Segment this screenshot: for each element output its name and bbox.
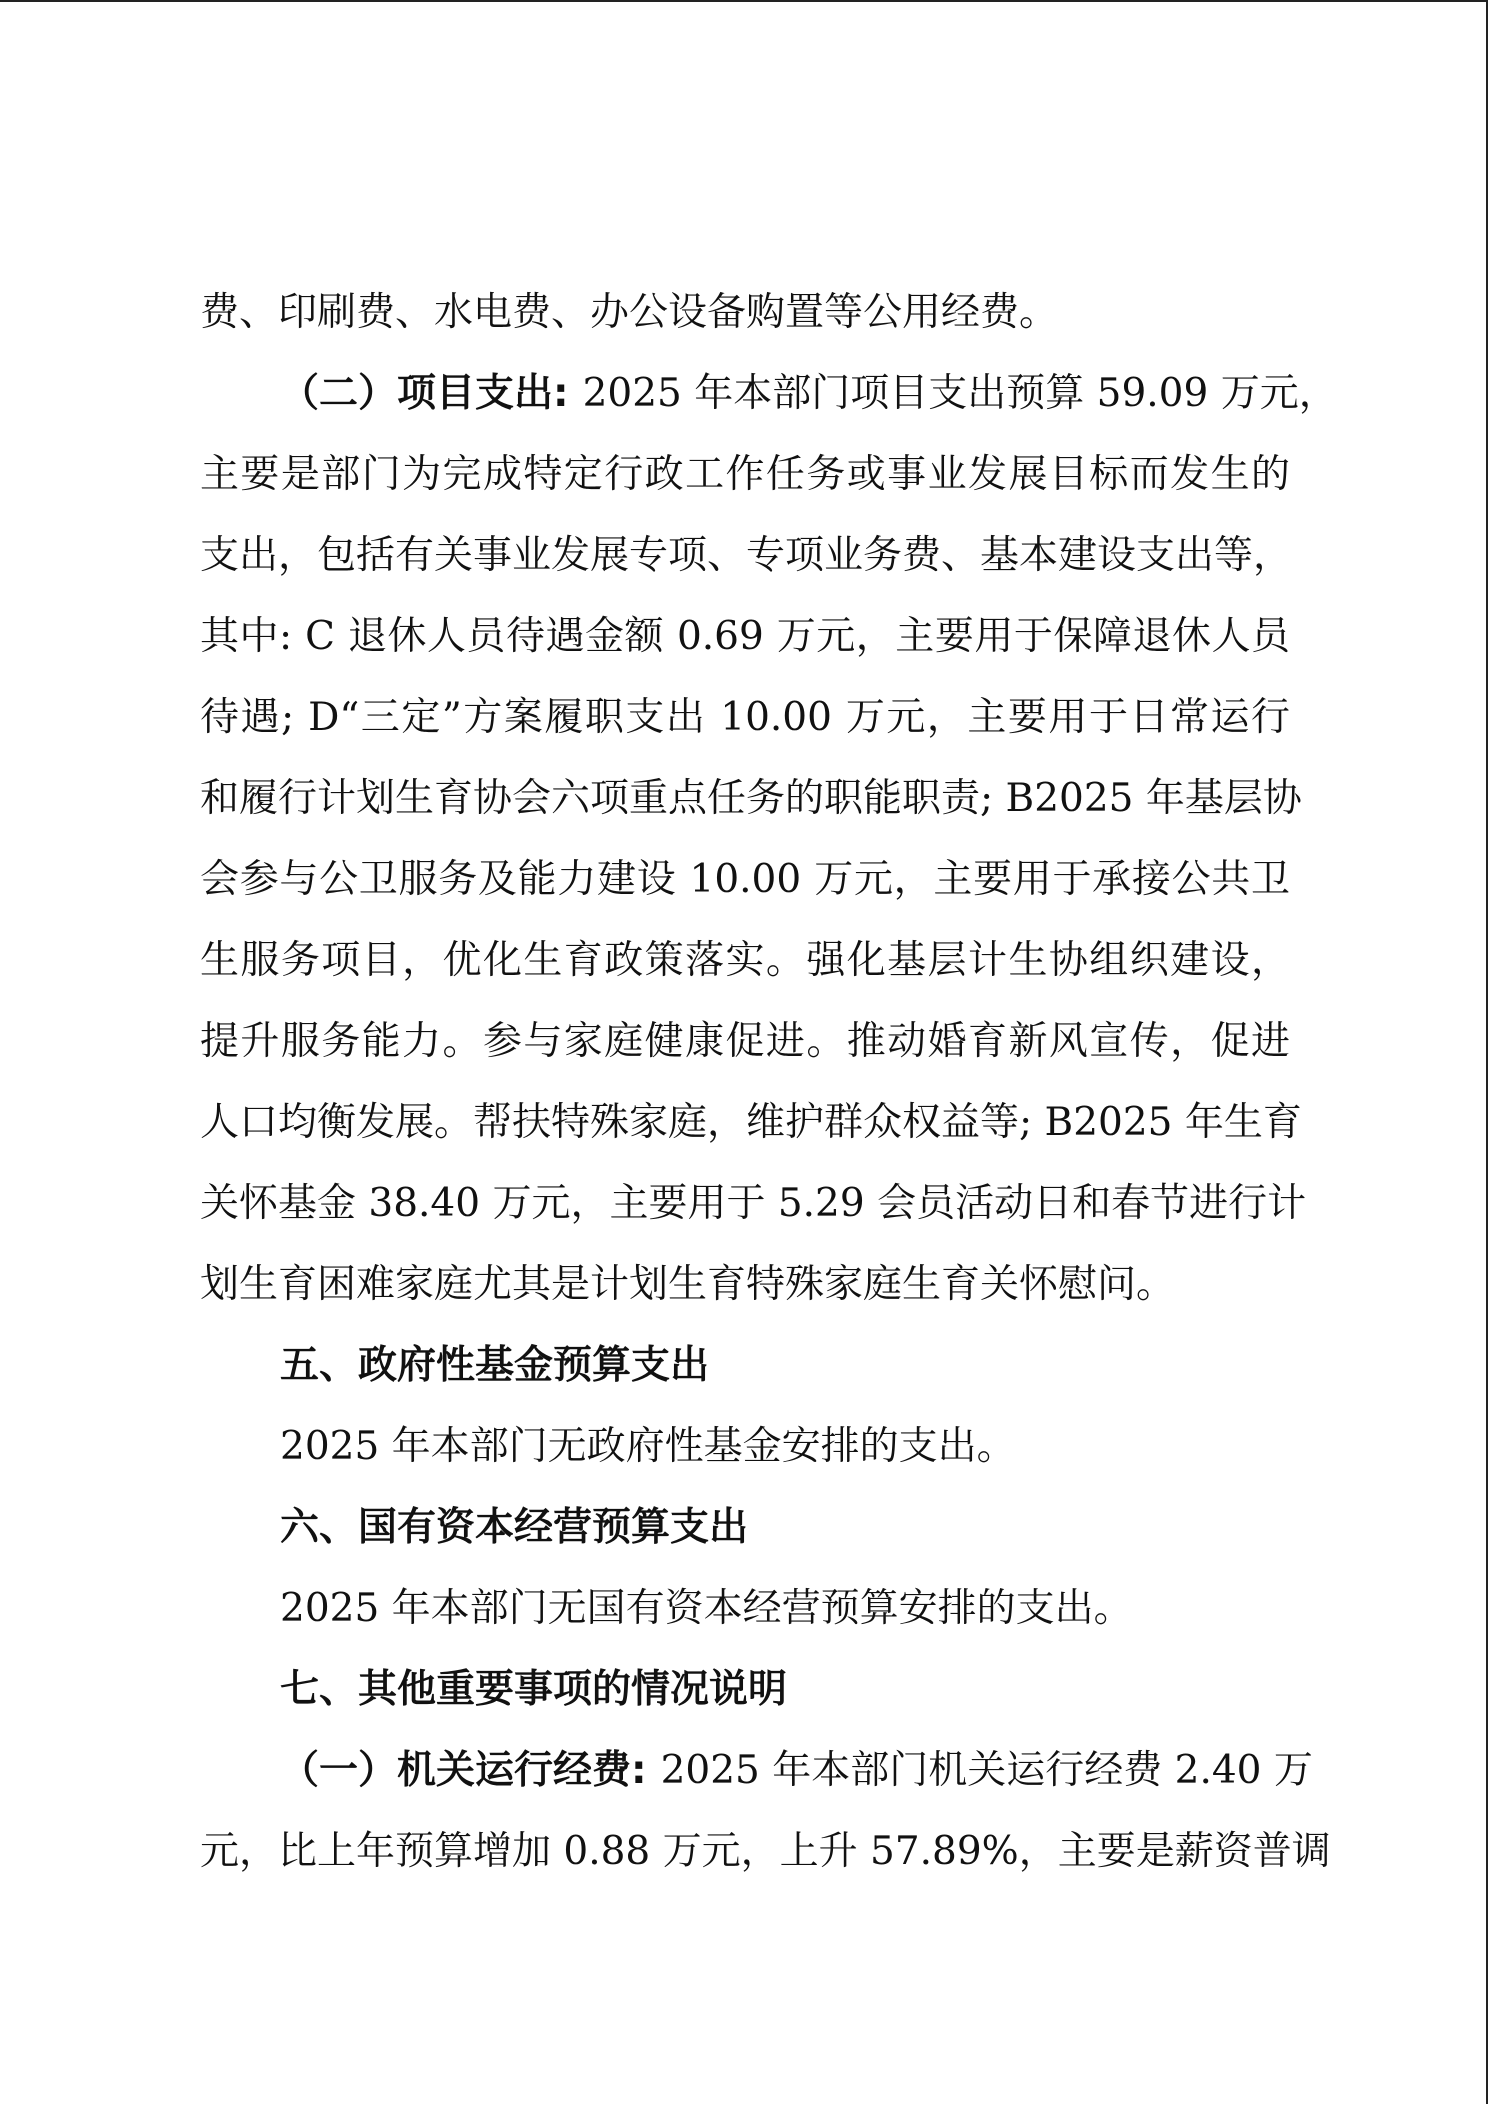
document-body — [200, 272, 1338, 1892]
paragraph-line — [200, 353, 1338, 434]
paragraph-line: 会参与公卫服务及能力建设 10.00 万元，主要用于承接公共卫 — [200, 857, 1290, 902]
paragraph-line: 2025 年本部门无国有资本经营预算安排的支出。 — [280, 1586, 1133, 1631]
paragraph-line: 主要是部门为完成特定行政工作任务或事业发展目标而发生的 — [200, 452, 1290, 497]
paragraph-line: 支出，包括有关事业发展专项、专项业务费、基本建设支出等， — [200, 533, 1293, 578]
paragraph-text: 2025 年本部门项目支出预算 59.09 万元， — [582, 371, 1338, 416]
paragraph-line: 其中: C 退休人员待遇金额 0.69 万元，主要用于保障退休人员 — [200, 614, 1290, 659]
paragraph-line: 2025 年本部门无政府性基金安排的支出。 — [280, 1424, 1016, 1469]
paragraph-line: 和履行计划生育协会六项重点任务的职能职责; B2025 年基层协 — [200, 776, 1302, 821]
paragraph-text: 2025 年本部门机关运行经费 2.40 万 — [660, 1748, 1313, 1793]
paragraph-line: 关怀基金 38.40 万元，主要用于 5.29 会员活动日和春节进行计 — [200, 1181, 1307, 1226]
subsection-label: （二）项目支出: — [280, 371, 569, 416]
section-heading-other-matters: 七、其他重要事项的情况说明 — [280, 1667, 788, 1712]
paragraph-line: 待遇; D“三定”方案履职支出 10.00 万元，主要用于日常运行 — [200, 695, 1290, 740]
paragraph-line: 划生育困难家庭尤其是计划生育特殊家庭生育关怀慰问。 — [200, 1262, 1176, 1307]
paragraph-line: 费、印刷费、水电费、办公设备购置等公用经费。 — [200, 290, 1059, 335]
paragraph-line: 提升服务能力。参与家庭健康促进。推动婚育新风宣传，促进 — [200, 1019, 1290, 1064]
section-heading-government-fund: 五、政府性基金预算支出 — [280, 1343, 710, 1388]
paragraph-line: 生服务项目，优化生育政策落实。强化基层计生协组织建设， — [200, 938, 1290, 983]
paragraph-line — [200, 1730, 1313, 1811]
paragraph-line: 人口均衡发展。帮扶特殊家庭，维护群众权益等; B2025 年生育 — [200, 1100, 1302, 1145]
subsection-label: （一）机关运行经费: — [280, 1748, 647, 1793]
section-heading-state-capital: 六、国有资本经营预算支出 — [280, 1505, 749, 1550]
paragraph-line: 元，比上年预算增加 0.88 万元，上升 57.89%，主要是薪资普调 — [200, 1829, 1331, 1874]
page-border-top — [0, 0, 1488, 2]
